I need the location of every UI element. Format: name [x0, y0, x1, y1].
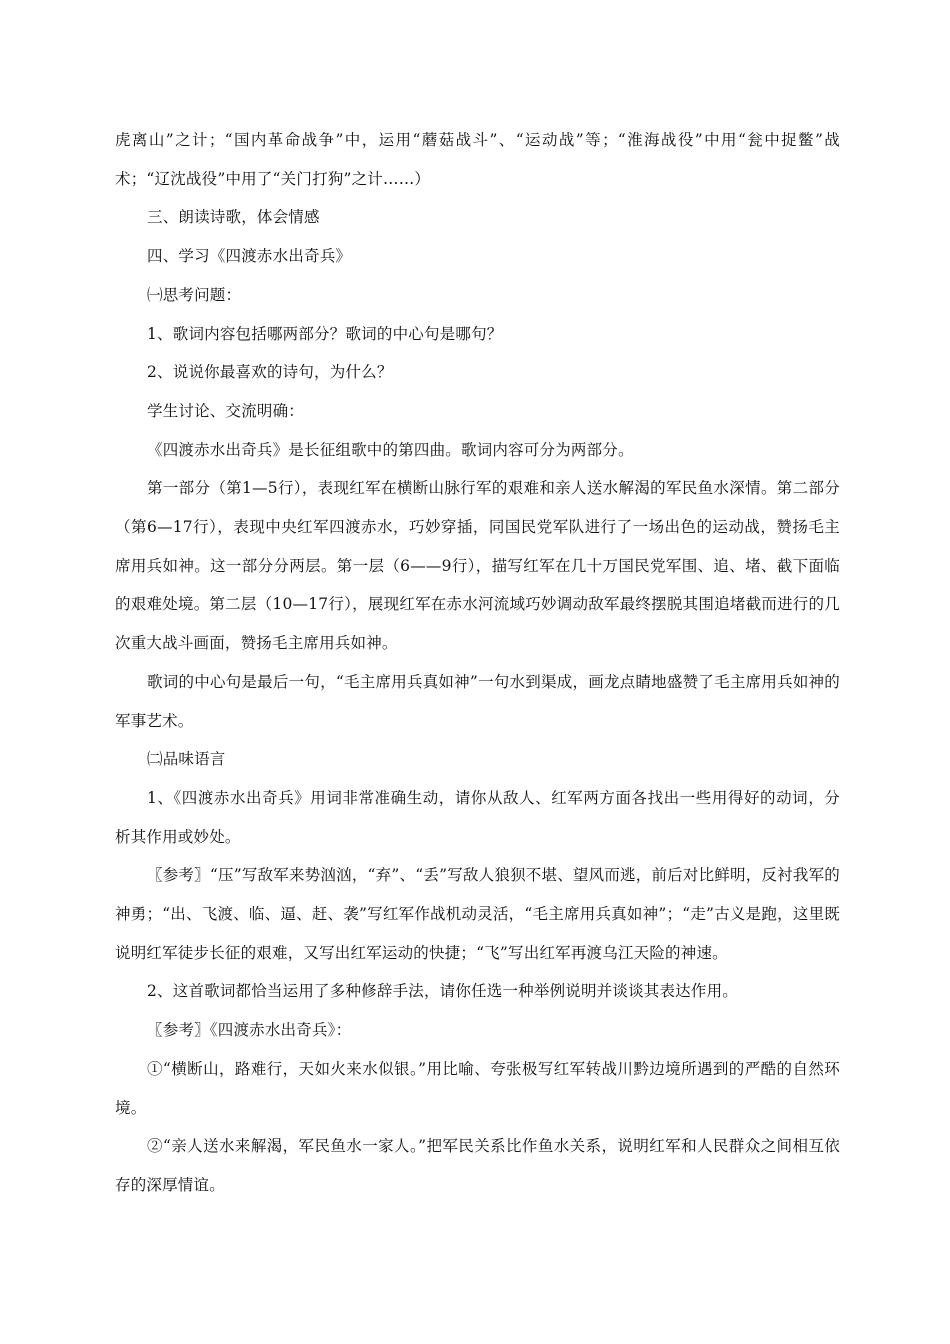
- document-body: [115, 121, 840, 1205]
- reference-answer-2-heading: 〖参考〗《四渡赤水出奇兵》：: [147, 1021, 352, 1040]
- paragraph-structure: 第一部分（第1—5行），表现红军在横断山脉行军的艰难和亲人送水解渴的军民鱼水深情。第二部分（第6—17行），表现中央红军四渡赤水，巧妙穿插，同国民党军队进行了一场出色的运动战，赞扬毛主席用兵如神。这一部分分两层。第一层（6——9行），描写红军在几十万国民党军围、追、堵、截下面临的艰难处境。第二层（10—17行），展现红军在赤水河流域巧妙调动敌军最终摆脱其围追堵截而进行的几次重大战斗画面，赞扬毛主席用兵如神。: [115, 479, 840, 653]
- reference-item-1: ①“横断山，路难行，天如火来水似银。”用比喻、夸张极写红军转战川黔边境所遇到的严酷的自然环境。: [115, 1059, 840, 1117]
- language-question-2: 2、这首歌词都恰当运用了多种修辞手法，请你任选一种举例说明并谈谈其表达作用。: [147, 982, 738, 1001]
- paragraph-central-sentence: 歌词的中心句是最后一句，“毛主席用兵真如神”一句水到渠成，画龙点睛地盛赞了毛主席用兵如神的军事艺术。: [115, 672, 840, 730]
- subheading-language: ㈡品味语言: [147, 750, 226, 769]
- subheading-questions: ㈠思考问题：: [147, 285, 242, 304]
- discussion-intro: 学生讨论、交流明确：: [147, 401, 305, 420]
- section-heading-study: 四、学习《四渡赤水出奇兵》: [147, 247, 352, 266]
- section-heading-recite: 三、朗读诗歌，体会情感: [147, 208, 320, 227]
- reference-answer-1: 〖参考〗“压”写敌军来势汹汹，“弃”、“丢”写敌人狼狈不堪、望风而逃，前后对比鲜明，反衬我军的神勇；“出、飞渡、临、逼、赶、袭”写红军作战机动灵活，“毛主席用兵真如神”；“走”古义是跑，这里既说明红军徒步长征的艰难，又写出红军运动的快捷；“飞”写出红军再渡乌江天险的神速。: [115, 866, 840, 962]
- paragraph-song-intro: 《四渡赤水出奇兵》是长征组歌中的第四曲。歌词内容可分为两部分。: [147, 440, 634, 459]
- question-1: 1、歌词内容包括哪两部分？歌词的中心句是哪句？: [147, 324, 503, 343]
- language-question-1: 1、《四渡赤水出奇兵》用词非常准确生动，请你从敌人、红军两方面各找出一些用得好的动词，分析其作用或妙处。: [115, 788, 840, 846]
- question-2: 2、说说你最喜欢的诗句，为什么？: [147, 363, 393, 382]
- reference-item-2: ②“亲人送水来解渴，军民鱼水一家人。”把军民关系比作鱼水关系，说明红军和人民群众之间相互依存的深厚情谊。: [115, 1137, 840, 1194]
- paragraph-continuation: 虎离山”之计；“国内革命战争”中，运用“蘑菇战斗”、“运动战”等；“淮海战役”中用“瓮中捉鳖”战术；“辽沈战役”中用了“关门打狗”之计……）: [115, 131, 840, 188]
